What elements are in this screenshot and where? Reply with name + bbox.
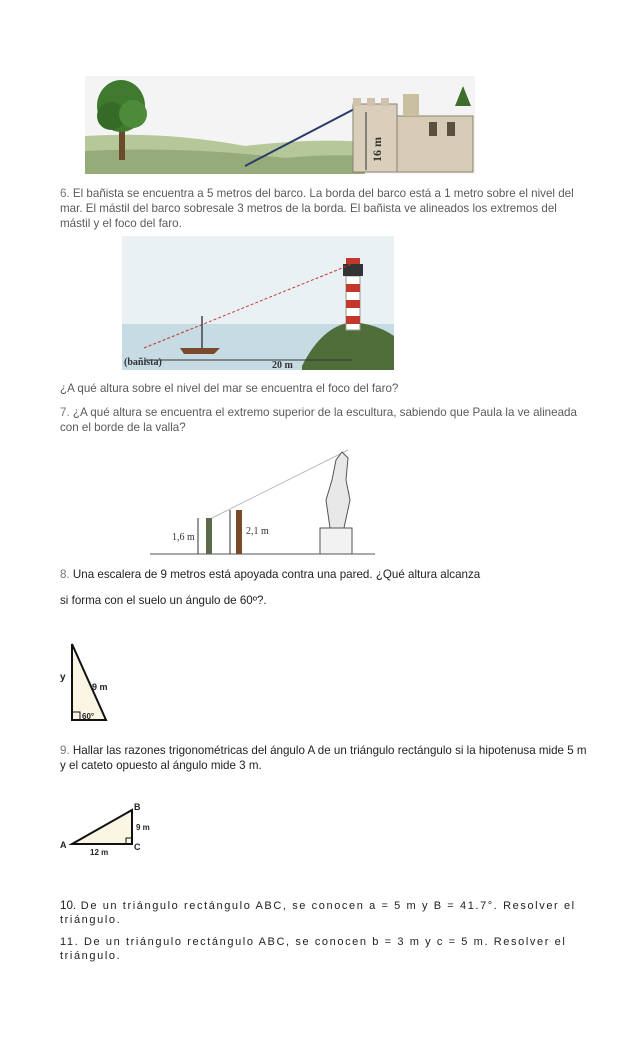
fence-height-label: 2,1 m [246,526,269,537]
problem-8-number: 8. [60,568,70,581]
ladder-figure [58,640,120,726]
problem-6-number: 6. [60,187,70,200]
castle-height-label: 16 m [370,137,384,162]
problem-7-number: 7. [60,406,70,419]
problem-6-question: ¿A qué altura sobre el nivel del mar se encuentra el foco del faro? [60,382,399,395]
problem-11 [60,935,580,963]
statue-figure [150,440,375,558]
problem-9 [60,743,590,773]
side-ac-label: 12 m [90,848,109,857]
lighthouse-figure [122,236,394,370]
swimmer-label: (bañista) [124,357,162,368]
problem-9-number: 9. [60,744,70,757]
girl-height-label: 1,6 m [172,532,195,543]
side-bc-label: 9 m [136,823,150,832]
problem-9-text: Hallar las razones trigonométricas del ángulo A de un triángulo rectángulo si la hipotenusa mide 5 m y el cateto opuesto al ángulo mide 3 m. [60,744,587,772]
ladder-side-y: y [60,672,66,683]
problem-10 [60,899,580,927]
problem-8-text-line1: Una escalera de 9 metros está apoyada contra una pared. ¿Qué altura alcanza [72,568,481,581]
problem-7 [60,405,580,435]
vertex-a: A [60,840,67,850]
problem-8-text-line2: si forma con el suelo un ángulo de 60º?. [60,594,267,607]
problem-10-number: 10. [60,899,77,912]
distance-label: 20 m [272,360,293,370]
vertex-c: C [134,842,141,852]
problem-6 [60,186,580,231]
problem-11-text: De un triángulo rectángulo ABC, se conocen b = 3 m y c = 5 m. Resolver el triángulo. [60,936,567,962]
castle-figure [85,76,475,174]
problem-8 [60,567,580,582]
ladder-hyp-label: 9 m [92,682,108,692]
problem-11-number: 11. [60,936,80,948]
problem-7-text: ¿A qué altura se encuentra el extremo superior de la escultura, sabiendo que Paula la ve alineada con el borde de la valla? [60,406,577,434]
vertex-b: B [134,802,141,812]
problem-10-text: De un triángulo rectángulo ABC, se conocen a = 5 m y B = 41.7°. Resolver el triángulo. [60,900,576,926]
abc-triangle-figure [58,800,158,858]
problem-6-text: El bañista se encuentra a 5 metros del barco. La borda del barco está a 1 metro sobre el nivel del mar. El mástil del barco sobresale 3 metros de la borda. El bañista ve alineados los extremos del mástil y el foco del faro. [60,187,574,230]
ladder-angle-label: 60° [82,712,95,721]
